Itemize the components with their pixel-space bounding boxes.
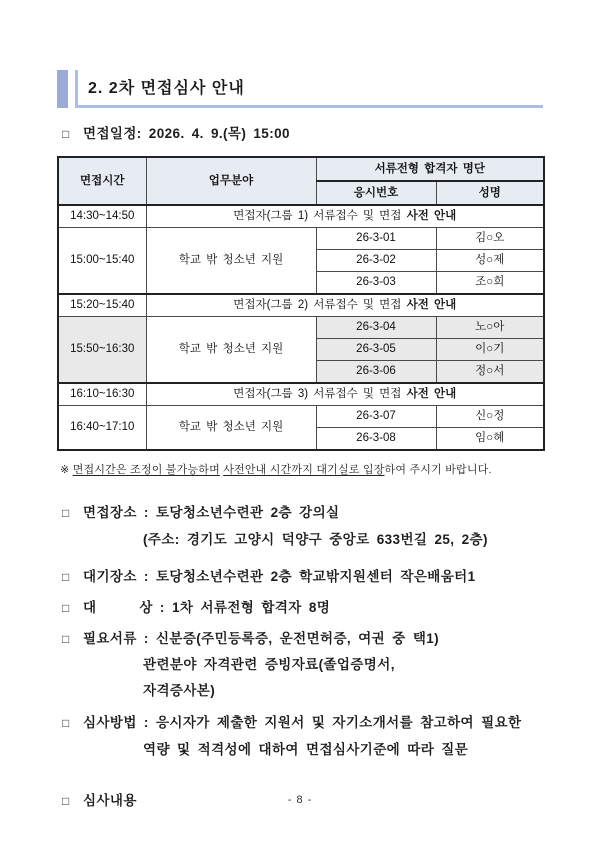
required-documents-text: 필요서류 : 신분증(주민등록증, 운전면허증, 여권 중 택1) <box>83 631 440 646</box>
candidate-name-cell: 노○아 <box>436 317 544 339</box>
page-title: 2. 2차 면접심사 안내 <box>88 80 245 97</box>
header-pass-list: 서류전형 합격자 명단 <box>316 157 544 181</box>
candidate-name-cell: 임○혜 <box>436 428 544 451</box>
notice-row <box>58 294 544 317</box>
candidate-name-cell: 정○서 <box>436 361 544 384</box>
required-documents-cont-1: 관련분야 자격관련 증빙자료(졸업증명서, <box>143 657 395 672</box>
notice-text-emphasis: 사전 안내 <box>406 299 457 311</box>
candidate-name-cell: 성○제 <box>436 250 544 272</box>
field-cell: 학교 밖 청소년 지원 <box>146 228 316 295</box>
footnote-underline-1: 면접시간은 조정이 불가능하며 <box>72 464 220 476</box>
square-bullet-icon: □ <box>62 632 70 646</box>
title-accent-bar <box>57 70 68 108</box>
time-cell: 15:50~16:30 <box>58 317 146 384</box>
notice-text-emphasis: 사전 안내 <box>406 210 457 222</box>
field-cell: 학교 밖 청소년 지원 <box>146 317 316 384</box>
table-header <box>58 157 544 205</box>
header-name: 성명 <box>436 181 544 205</box>
time-cell: 15:00~15:40 <box>58 228 146 295</box>
section-title-block <box>57 70 543 108</box>
square-bullet-icon: □ <box>62 601 70 615</box>
notice-row <box>58 383 544 406</box>
candidate-number-cell: 26-3-02 <box>316 250 436 272</box>
waiting-room-text: 대기장소 : 토당청소년수련관 2층 학교밖지원센터 작은배움터1 <box>83 569 476 584</box>
candidate-number-cell: 26-3-05 <box>316 339 436 361</box>
table-group-3 <box>58 383 544 450</box>
candidate-number-cell: 26-3-03 <box>316 272 436 295</box>
candidate-name-cell: 조○희 <box>436 272 544 295</box>
venue-item <box>57 504 543 522</box>
field-cell: 학교 밖 청소년 지원 <box>146 406 316 451</box>
target-item <box>57 599 543 617</box>
table-group-1 <box>58 205 544 294</box>
time-cell: 16:40~17:10 <box>58 406 146 451</box>
table-row <box>58 228 544 250</box>
candidate-name-cell: 이○기 <box>436 339 544 361</box>
footnote-marker: ※ <box>60 464 73 476</box>
notice-time-cell: 16:10~16:30 <box>58 383 146 406</box>
notice-text: 면접자(그룹 1) 서류접수 및 면접 <box>233 210 407 222</box>
notice-text: 면접자(그룹 3) 서류접수 및 면접 <box>233 388 407 400</box>
target-text: 대 상 : 1차 서류전형 합격자 8명 <box>83 600 331 615</box>
candidate-number-cell: 26-3-01 <box>316 228 436 250</box>
notice-time-cell: 15:20~15:40 <box>58 294 146 317</box>
notice-text-cell <box>146 383 544 406</box>
review-method-text: 심사방법 : 응시자가 제출한 지원서 및 자기소개서를 참고하여 필요한 <box>83 715 522 730</box>
title-box <box>75 70 543 108</box>
candidate-number-cell: 26-3-08 <box>316 428 436 451</box>
review-method-cont: 역량 및 적격성에 대하여 면접심사기준에 따라 질문 <box>143 742 469 757</box>
notice-text-emphasis: 사전 안내 <box>406 388 457 400</box>
header-number: 응시번호 <box>316 181 436 205</box>
table-group-2 <box>58 294 544 383</box>
table-footnote <box>57 461 543 477</box>
square-bullet-icon: □ <box>62 716 70 730</box>
review-method-item <box>57 714 543 732</box>
review-content-text: 심사내용 <box>83 793 137 808</box>
header-field: 업무분야 <box>146 157 316 205</box>
notice-text-cell <box>146 294 544 317</box>
square-bullet-icon: □ <box>62 570 70 584</box>
notice-row <box>58 205 544 228</box>
venue-address: (주소: 경기도 고양시 덕양구 중앙로 633번길 25, 2층) <box>143 532 488 547</box>
schedule-text: 면접일정: 2026. 4. 9.(목) 15:00 <box>83 126 290 141</box>
notice-text: 면접자(그룹 2) 서류접수 및 면접 <box>233 299 407 311</box>
required-documents-item <box>57 630 543 648</box>
venue-text: 면접장소 : 토당청소년수련관 2층 강의실 <box>83 505 340 520</box>
table-row <box>58 317 544 339</box>
candidate-number-cell: 26-3-04 <box>316 317 436 339</box>
candidate-number-cell: 26-3-07 <box>316 406 436 428</box>
square-bullet-icon: □ <box>62 506 70 520</box>
notice-time-cell: 14:30~14:50 <box>58 205 146 228</box>
candidate-number-cell: 26-3-06 <box>316 361 436 384</box>
footnote-tail: 하여 주시기 바랍니다. <box>384 464 492 476</box>
interview-schedule-table <box>57 156 545 451</box>
schedule-heading <box>57 125 543 143</box>
footnote-underline-2: 사전안내 시간까지 대기실로 입장 <box>223 464 385 476</box>
waiting-room-item <box>57 568 543 586</box>
notice-text-cell <box>146 205 544 228</box>
required-documents-cont-2: 자격증사본) <box>143 683 216 698</box>
table-row <box>58 406 544 428</box>
square-bullet-icon: □ <box>62 127 70 141</box>
candidate-name-cell: 김○오 <box>436 228 544 250</box>
square-bullet-icon: □ <box>62 794 70 808</box>
candidate-name-cell: 신○정 <box>436 406 544 428</box>
header-time: 면접시간 <box>58 157 146 205</box>
page-number: - 8 - <box>287 794 313 806</box>
